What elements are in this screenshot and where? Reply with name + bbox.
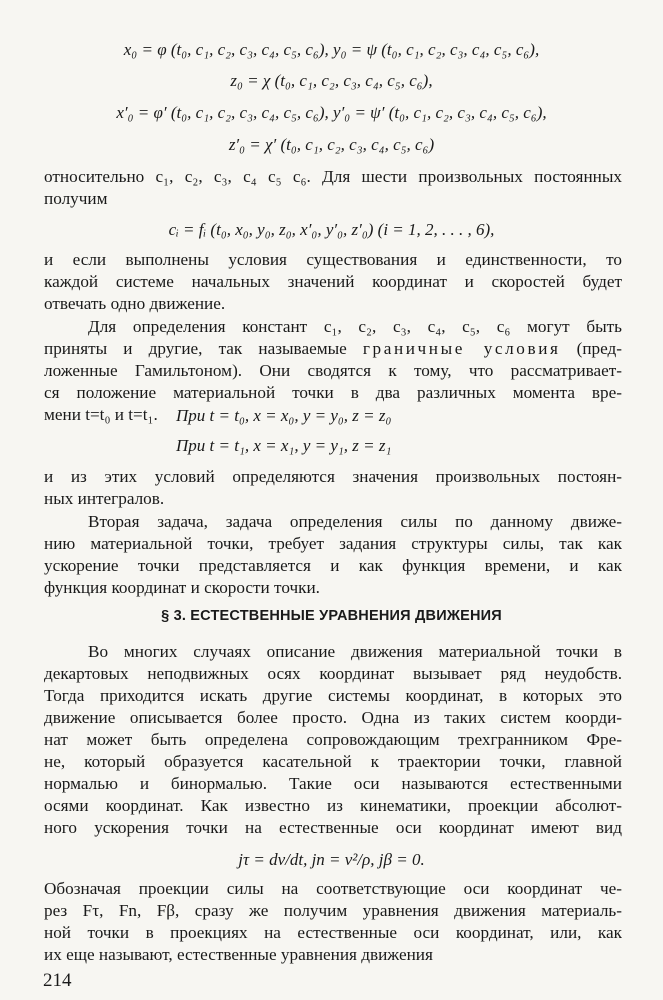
equation-ci: cᵢ = fᵢ (t₀, x₀, y₀, z₀, x′₀, y′₀, z′₀) (i = 1, 2, . . . , 6),: [168, 220, 495, 239]
text-line: не, который образуется касательной к траектории точки, главной: [44, 752, 622, 771]
text-line: ной точки в проекциях на естественные оси координат, или, как: [44, 923, 622, 942]
text-line: ных интегралов.: [44, 489, 165, 508]
text-line: движение описывается более просто. Одна из таких систем коорди-: [44, 708, 622, 727]
text-line: осями координат. Как известно из кинематики, проекции абсолют-: [44, 796, 622, 815]
text-line: мени t=t₀ и t=t₁.: [44, 405, 158, 424]
text-line: функция координат и скорости точки.: [44, 578, 320, 597]
text-fragment: приняты и другие, так называемые: [44, 339, 347, 358]
text-line: отвечать одно движение.: [44, 294, 226, 313]
text-line: Вторая задача, задача определения силы по данному движе-: [88, 512, 622, 531]
equation-acceleration-projections: jτ = dv/dt, jn = v²/ρ, jβ = 0.: [238, 850, 425, 869]
text-line: [44, 338, 622, 360]
text-line: и если выполнены условия существования и единственности, то: [44, 250, 622, 269]
text-line: каждой системе начальных значений координат и скоростей будет: [44, 272, 622, 291]
text-line: ложенные Гамильтоном). Они сводятся к тому, что рассматривает-: [44, 361, 622, 380]
equation-z0prime: z′₀ = χ′ (t₀, c₁, c₂, c₃, c₄, c₅, c₆): [228, 135, 435, 154]
text-line: ного ускорения точки на естественные оси координат имеют вид: [44, 818, 622, 837]
text-line: нат может быть определена сопровождающим трехгранником Фре-: [44, 730, 622, 749]
text-line: Обозначая проекции силы на соответствующие оси координат че-: [44, 879, 622, 898]
text-line: рез Fτ, Fn, Fβ, сразу же получим уравнения движения материаль-: [44, 901, 622, 920]
equation-z0: z₀ = χ (t₀, c₁, c₂, c₃, c₄, c₅, c₆),: [230, 71, 433, 90]
section-heading: § 3. ЕСТЕСТВЕННЫЕ УРАВНЕНИЯ ДВИЖЕНИЯ: [161, 608, 502, 624]
text-line: нормалью и бинормалью. Такие оси называются естественными: [44, 774, 622, 793]
text-line: Тогда приходится искать другие системы координат, в которых это: [44, 686, 622, 705]
page-number: 214: [43, 970, 72, 991]
text-line: ся положение материальной точки в два различных момента вре-: [44, 383, 622, 402]
text-line: нию материальной точки, требует задания структуры силы, так как: [44, 534, 622, 553]
text-line: относительно c₁, c₂, c₃, c₄ c₅ c₆. Для шести произвольных постоянных: [44, 167, 622, 186]
emphasized-term: граничные условия: [362, 339, 561, 358]
boundary-condition-t0: При t = t₀, x = x₀, y = y₀, z = z₀: [176, 406, 392, 425]
text-line: получим: [44, 189, 108, 208]
text-line: Для определения констант c₁, c₂, c₃, c₄, c₅, c₆ могут быть: [88, 317, 622, 336]
text-line: Во многих случаях описание движения материальной точки в: [88, 642, 622, 661]
equation-x0-y0: x₀ = φ (t₀, c₁, c₂, c₃, c₄, c₅, c₆), y₀ = ψ (t₀, c₁, c₂, c₃, c₄, c₅, c₆),: [123, 40, 540, 59]
boundary-condition-t1: При t = t₁, x = x₁, y = y₁, z = z₁: [176, 436, 392, 455]
text-line: ускорение точки представляется и как функция времени, и как: [44, 556, 622, 575]
text-fragment: (пред-: [576, 339, 622, 358]
text-line: их еще называют, естественные уравнения движения: [44, 945, 433, 964]
text-line: и из этих условий определяются значения произвольных постоян-: [44, 467, 622, 486]
text-line: декартовых неподвижных осях координат вызывает ряд неудобств.: [44, 664, 622, 683]
equation-x0prime-y0prime: x′₀ = φ′ (t₀, c₁, c₂, c₃, c₄, c₅, c₆), y′₀ = ψ′ (t₀, c₁, c₂, c₃, c₄, c₅, c₆),: [116, 103, 547, 122]
